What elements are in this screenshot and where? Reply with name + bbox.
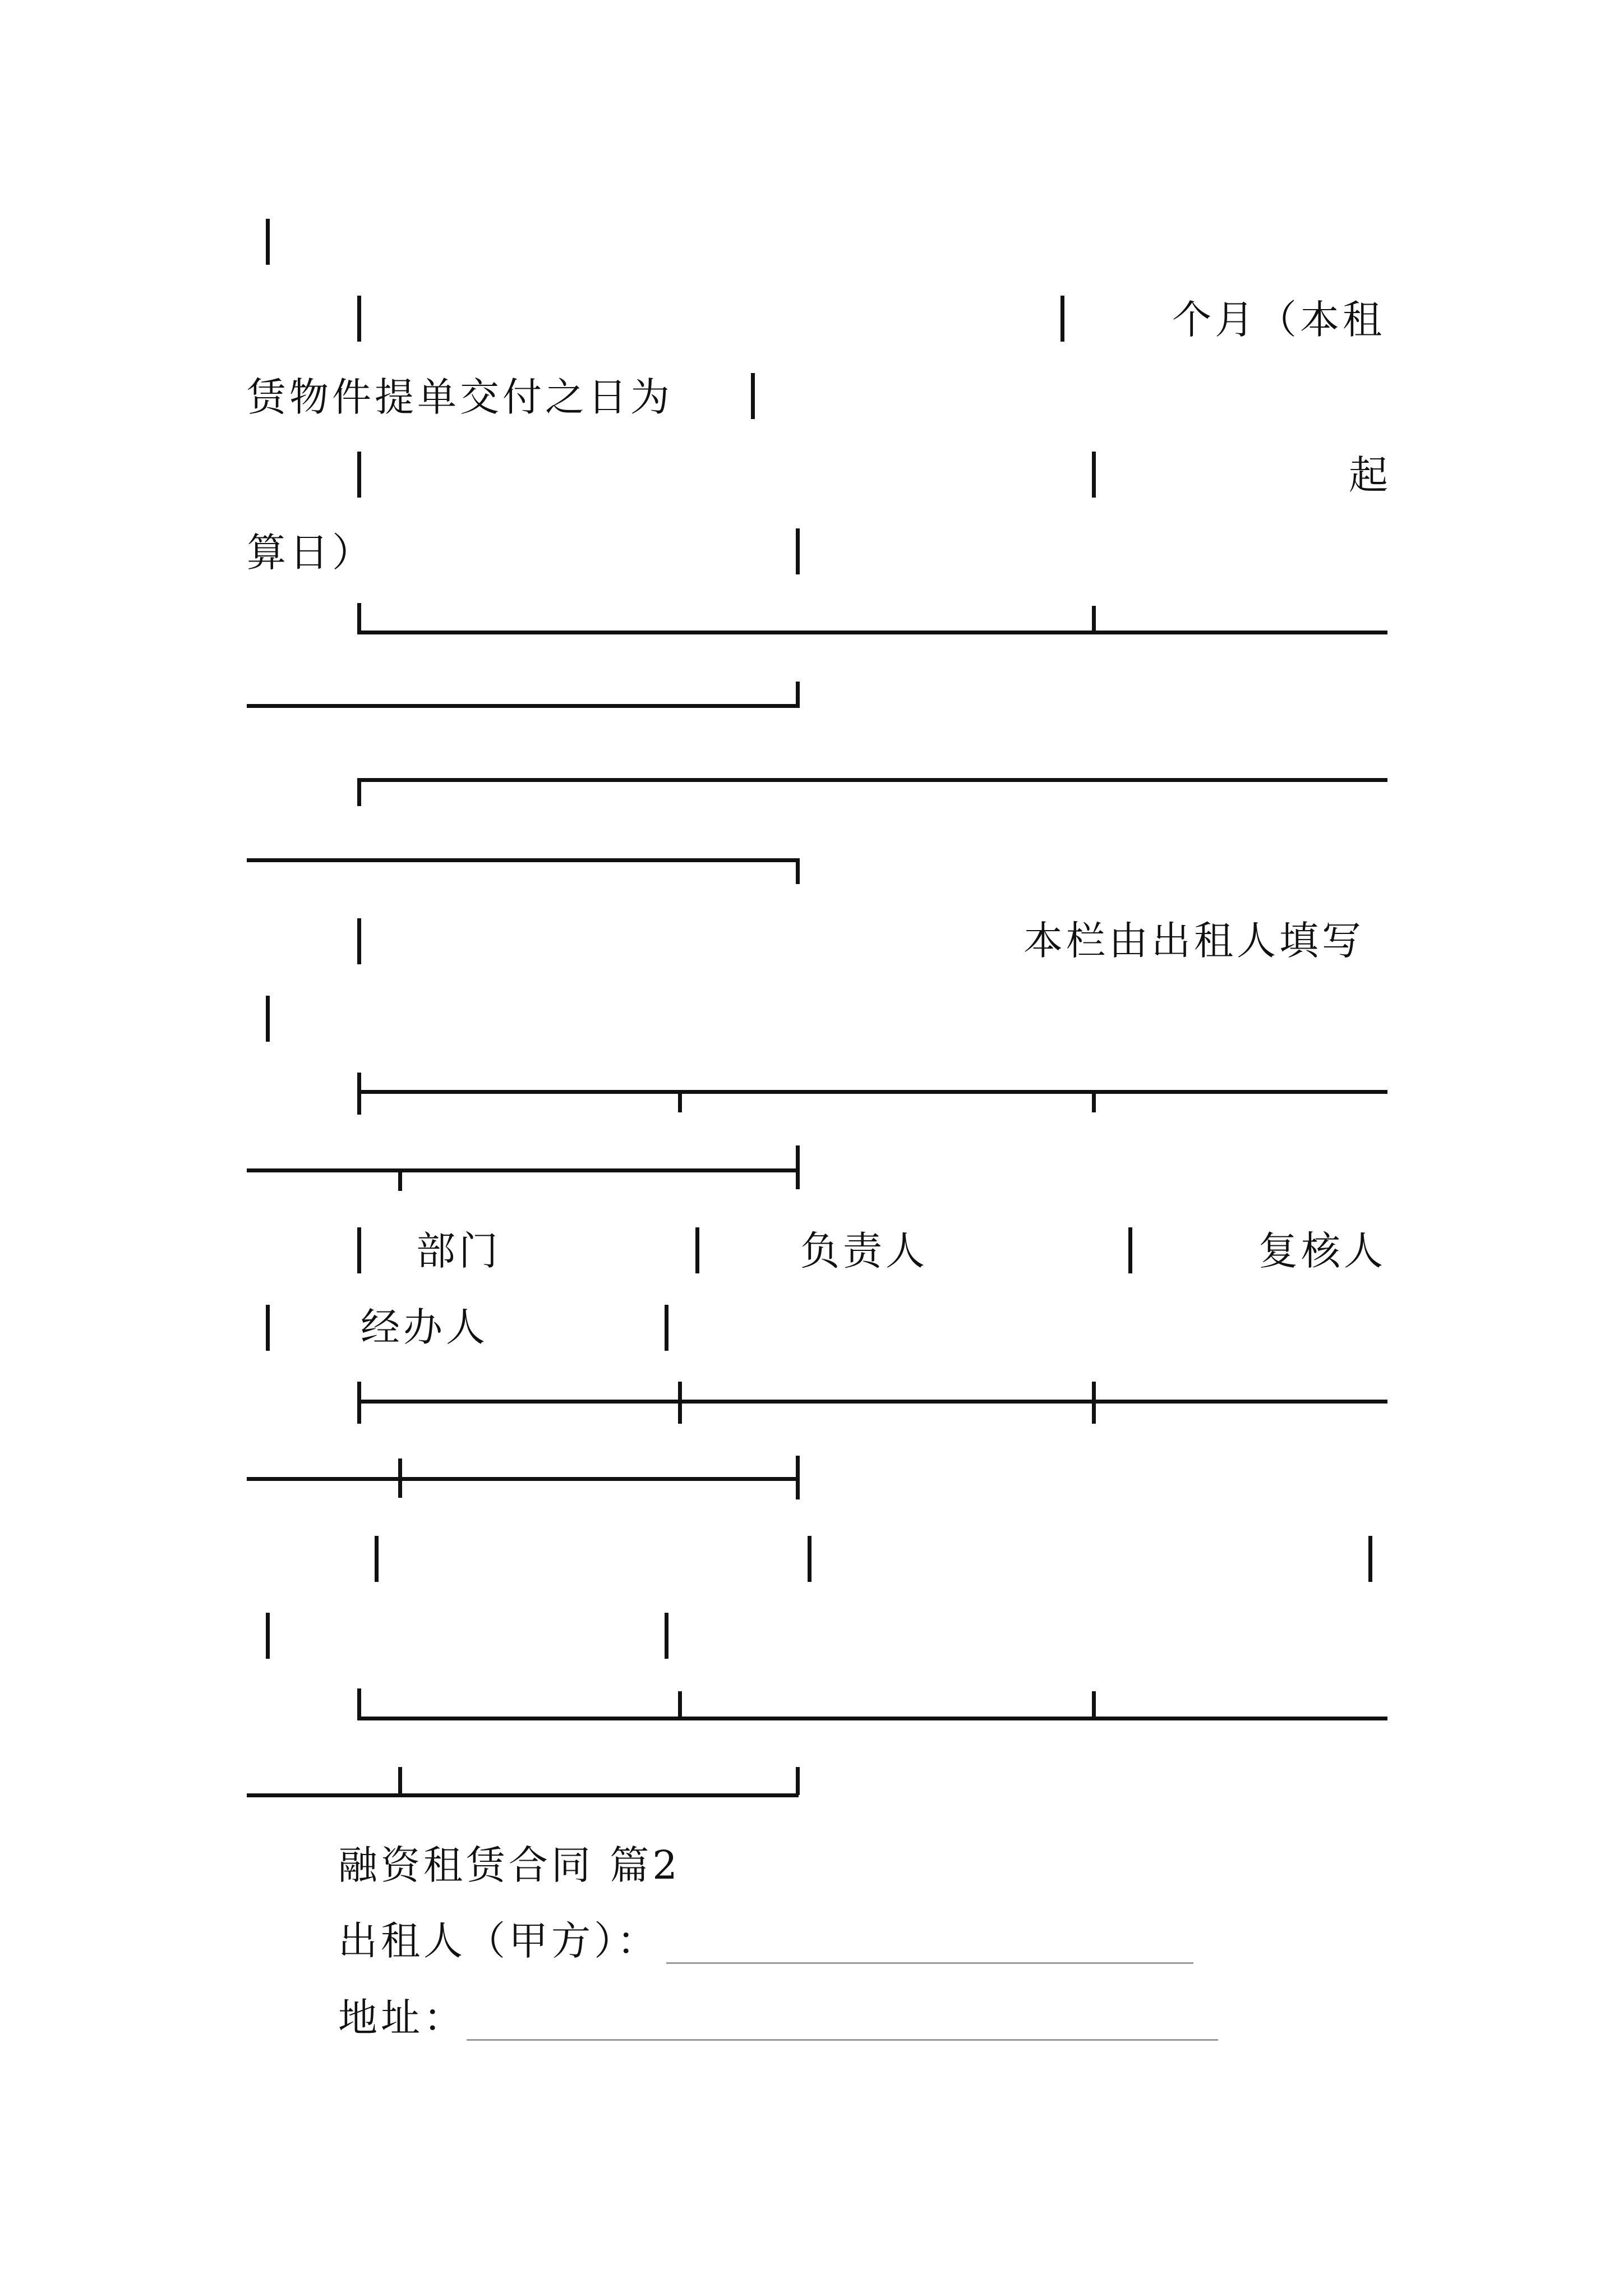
table-corner xyxy=(357,1688,361,1720)
table-border xyxy=(665,1305,668,1351)
table-border xyxy=(266,1613,270,1659)
table-bottom-line xyxy=(247,1793,799,1797)
table-corner xyxy=(796,682,800,708)
table-border xyxy=(1368,1536,1372,1582)
table-top-line xyxy=(247,858,799,862)
table-corner xyxy=(357,778,361,806)
table-border xyxy=(357,1227,361,1273)
lessor-section-title: 本栏由出租人填写 xyxy=(1023,918,1364,964)
table-corner xyxy=(796,1767,800,1795)
table-bottom-line xyxy=(247,704,799,708)
table-cross xyxy=(398,1458,402,1498)
table-border xyxy=(375,1536,379,1582)
table-tee xyxy=(1092,1691,1096,1719)
table-border xyxy=(357,296,361,342)
table-border xyxy=(1092,452,1096,498)
table-bottom-line xyxy=(357,631,1387,634)
period-months-text: 个月（本租 xyxy=(1172,297,1385,343)
table-border xyxy=(1128,1227,1132,1273)
table-divider-line xyxy=(247,1168,799,1172)
column-reviewer: 复核人 xyxy=(1258,1228,1386,1274)
table-divider-line xyxy=(357,1400,1387,1404)
table-border xyxy=(357,918,361,964)
table-top-line xyxy=(357,778,1387,782)
period-from-text: 起 xyxy=(1349,452,1391,498)
lessor-blank-line xyxy=(666,1962,1193,1964)
table-tee xyxy=(678,1090,682,1112)
column-handler: 经办人 xyxy=(361,1304,488,1350)
lessor-label: 出租人（甲方）： xyxy=(338,1918,660,1964)
table-border xyxy=(1061,296,1064,342)
table-border xyxy=(808,1536,811,1582)
table-border xyxy=(266,219,270,265)
table-cross xyxy=(678,1382,682,1424)
period-calc-text: 算日） xyxy=(247,530,375,576)
table-corner xyxy=(796,858,800,884)
address-blank-line xyxy=(467,2039,1218,2041)
table-border xyxy=(266,1305,270,1351)
contract-2-title: 融资租赁合同 篇2 xyxy=(338,1842,681,1888)
table-divider-line xyxy=(357,1090,1387,1094)
table-border xyxy=(695,1227,699,1273)
table-bottom-line xyxy=(357,1717,1387,1720)
table-border xyxy=(751,373,755,419)
table-border xyxy=(665,1613,668,1659)
column-person-in-charge: 负责人 xyxy=(800,1228,928,1274)
table-border xyxy=(266,996,270,1042)
table-cross xyxy=(1092,1382,1096,1424)
table-tee xyxy=(796,1456,800,1499)
table-border xyxy=(796,528,800,574)
table-tee xyxy=(1092,606,1096,634)
table-corner xyxy=(357,603,361,634)
address-label: 地址： xyxy=(338,1995,466,2041)
table-tee xyxy=(796,1145,800,1189)
table-tee xyxy=(398,1767,402,1795)
period-start-text: 赁物件提单交付之日为 xyxy=(247,374,673,420)
column-department: 部门 xyxy=(416,1228,501,1274)
table-tee xyxy=(1092,1090,1096,1112)
table-tee xyxy=(398,1168,402,1191)
table-tee xyxy=(678,1691,682,1719)
table-divider-line xyxy=(247,1477,799,1481)
table-border xyxy=(357,452,361,498)
